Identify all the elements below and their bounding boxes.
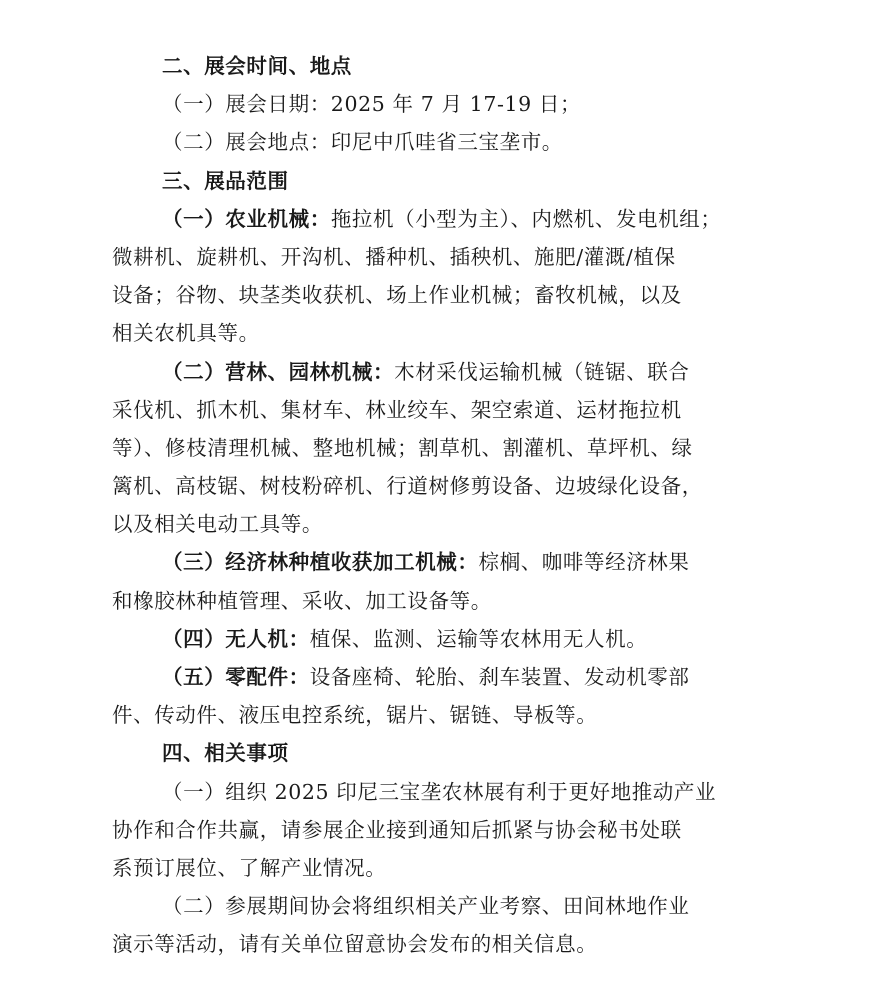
section-heading-related-matters: 四、相关事项 [162, 741, 289, 766]
paragraph-line: 以及相关电动工具等。 [112, 512, 323, 537]
item-text: 棕榈、咖啡等经济林果 [478, 550, 690, 575]
item-label: （三）经济林种植收获加工机械： [162, 550, 479, 575]
paragraph-line: 采伐机、抓木机、集材车、林业绞车、架空索道、运材拖拉机 [112, 397, 682, 422]
paragraph-drones [112, 620, 772, 658]
paragraph-spare-parts [112, 658, 772, 696]
item-text: 拖拉机（小型为主）、内燃机、发电机组； [330, 206, 722, 231]
paragraph-agricultural-machinery [112, 200, 772, 238]
item-text: 设备座椅、轮胎、刹车装置、发动机零部 [309, 665, 690, 689]
paragraph-matter-2: （二）参展期间协会将组织相关产业考察、田间林地作业 [162, 894, 690, 919]
item-label: （一）农业机械： [162, 206, 331, 231]
document-body [112, 47, 772, 964]
paragraph-line: 篱机、高枝锯、树枝粉碎机、行道树修剪设备、边坡绿化设备， [112, 474, 703, 499]
paragraph-line: 设备；谷物、块茎类收获机、场上作业机械；畜牧机械，以及 [112, 283, 682, 308]
paragraph-economic-forest-machinery [112, 543, 772, 581]
item-label: （五）零配件： [162, 665, 310, 689]
paragraph-line: 等）、修枝清理机械、整地机械；割草机、割灌机、草坪机、绿 [112, 435, 693, 460]
item-text: 木材采伐运输机械（链锯、联合 [394, 359, 690, 384]
paragraph-line: 微耕机、旋耕机、开沟机、播种机、插秧机、施肥/灌溉/植保 [112, 244, 676, 269]
paragraph-line: 相关农机具等。 [112, 321, 260, 346]
item-label: （二）营林、园林机械： [162, 359, 395, 384]
section-heading-time-place: 二、展会时间、地点 [162, 54, 352, 78]
paragraph-line: 系预订展位、了解产业情况。 [112, 855, 387, 880]
paragraph-line: 件、传动件、液压电控系统，锯片、锯链、导板等。 [112, 703, 598, 728]
paragraph-line: 和橡胶林种植管理、采收、加工设备等。 [112, 588, 492, 613]
paragraph-line: 协作和合作共赢，请参展企业接到通知后抓紧与协会秘书处联 [112, 817, 682, 842]
paragraph-line: 演示等活动，请有关单位留意协会发布的相关信息。 [112, 932, 598, 957]
expo-date: （一）展会日期：2025 年 7 月 17-19 日； [162, 92, 582, 117]
section-heading-exhibit-scope: 三、展品范围 [162, 168, 289, 193]
expo-location: （二）展会地点：印尼中爪哇省三宝垄市。 [162, 130, 563, 155]
paragraph-forestry-machinery [112, 353, 772, 391]
paragraph-matter-1: （一）组织 2025 印尼三宝垄农林展有利于更好地推动产业 [162, 779, 717, 804]
item-label: （四）无人机： [162, 626, 310, 651]
item-text: 植保、监测、运输等农林用无人机。 [309, 626, 648, 651]
